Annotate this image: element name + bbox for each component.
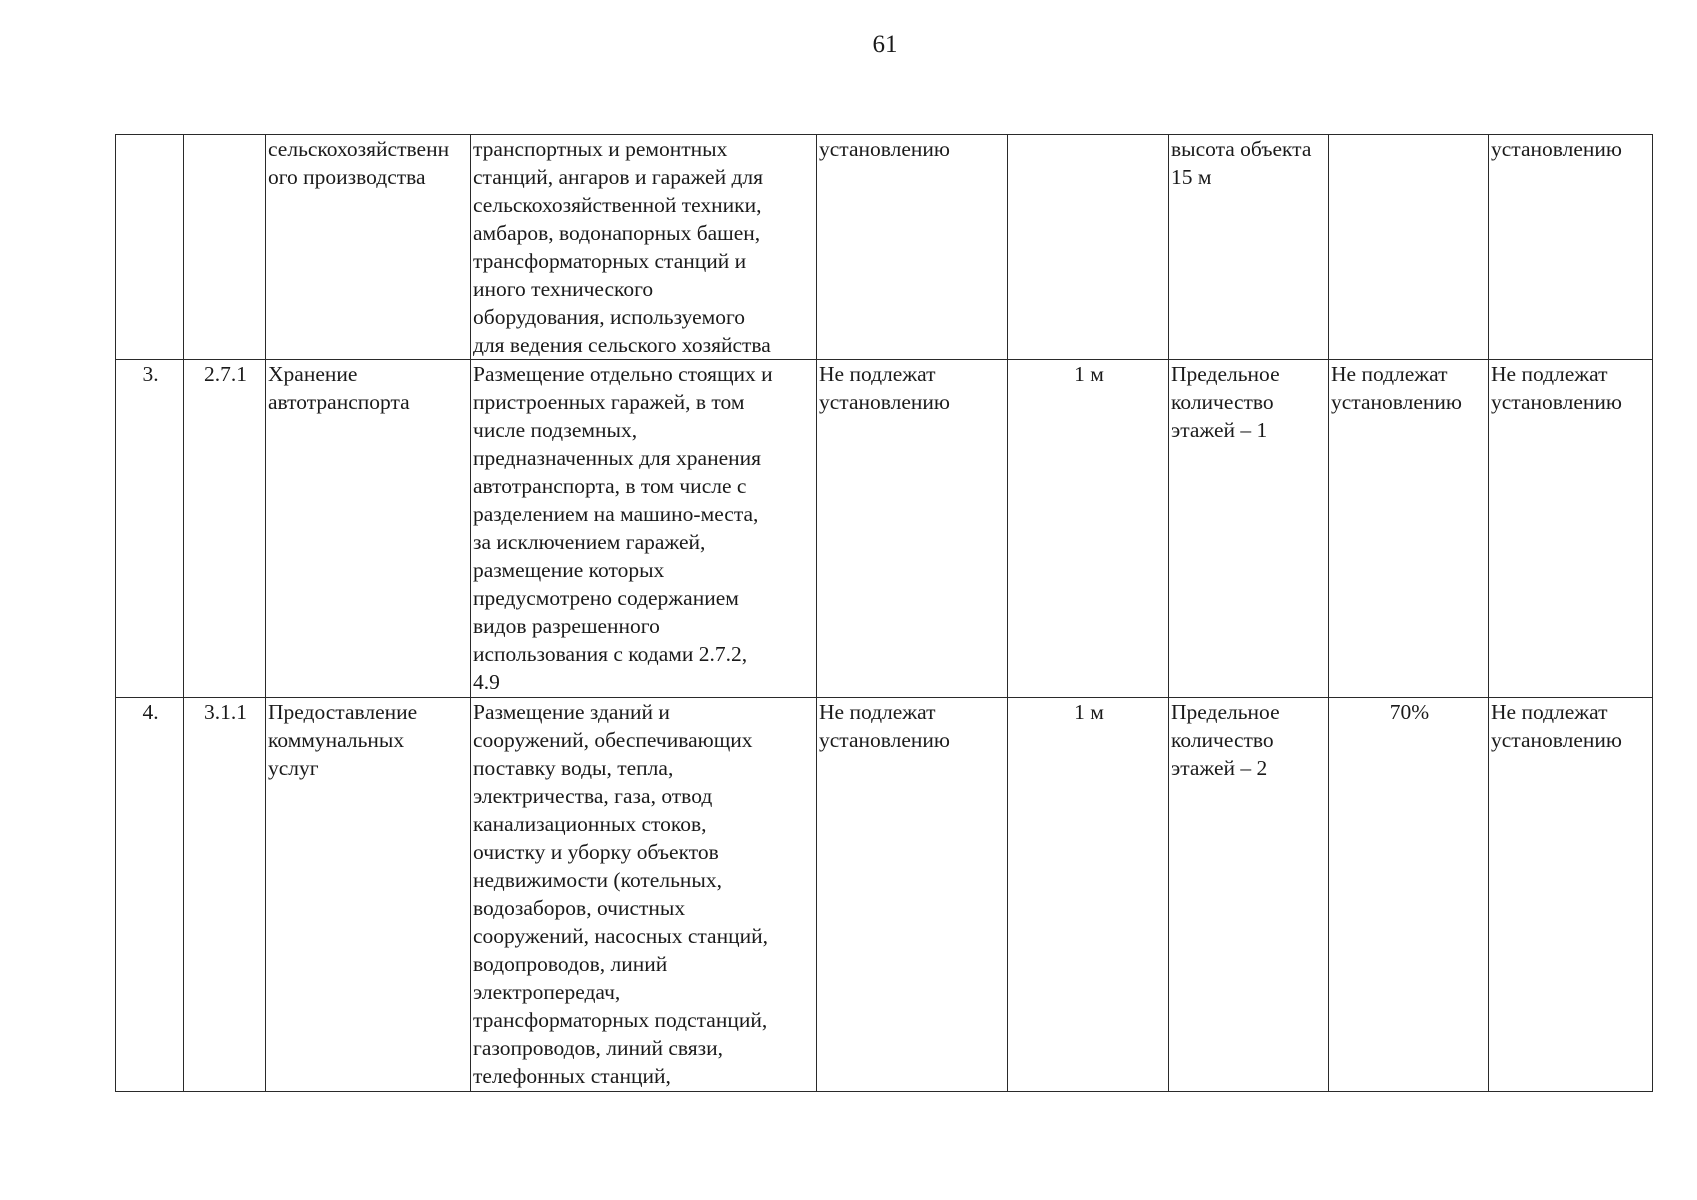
parameter-cell: высота объекта 15 м xyxy=(1169,135,1329,360)
parameter-cell: установлению xyxy=(817,135,1008,360)
page-number: 61 xyxy=(872,31,898,58)
use-code: 3.1.1 xyxy=(184,698,266,1092)
use-name: Хранение автотранспорта xyxy=(266,360,471,698)
parameter-cell: установлению xyxy=(1489,135,1653,360)
parameter-cell: 70% xyxy=(1329,698,1489,1092)
parameter-cell: Не подлежат установлению xyxy=(1489,360,1653,698)
use-code xyxy=(184,135,266,360)
row-number: 4. xyxy=(116,698,184,1092)
row-number xyxy=(116,135,184,360)
use-name: сельскохозяйственн ого производства xyxy=(266,135,471,360)
parameter-cell xyxy=(1008,135,1169,360)
parameter-cell: Не подлежат установлению xyxy=(1329,360,1489,698)
use-description: Размещение зданий и сооружений, обеспечивающих поставку воды, тепла, электричества, газа, отвод канализационных стоков, очистку и уборку объектов недвижимости (котельных, водозаборов, очистных сооружений, насосных станций, водопроводов, линий электропередач, трансформаторных подстанций, газопроводов, линий связи, телефонных станций, xyxy=(471,698,817,1092)
parameter-cell xyxy=(1329,135,1489,360)
table-row xyxy=(116,698,1653,1092)
parameter-cell: Не подлежат установлению xyxy=(817,698,1008,1092)
row-number: 3. xyxy=(116,360,184,698)
parameter-cell: 1 м xyxy=(1008,698,1169,1092)
regulations-table xyxy=(115,134,1653,1092)
parameter-cell: Предельное количество этажей – 2 xyxy=(1169,698,1329,1092)
use-description: Размещение отдельно стоящих и пристроенных гаражей, в том числе подземных, предназначенных для хранения автотранспорта, в том числе с разделением на машино-места, за исключением гаражей, размещение которых предусмотрено содержанием видов разрешенного использования с кодами 2.7.2, 4.9 xyxy=(471,360,817,698)
parameter-cell: Не подлежат установлению xyxy=(817,360,1008,698)
parameter-cell: Предельное количество этажей – 1 xyxy=(1169,360,1329,698)
table-row xyxy=(116,135,1653,360)
parameter-cell: 1 м xyxy=(1008,360,1169,698)
use-description: транспортных и ремонтных станций, ангаров и гаражей для сельскохозяйственной техники, амбаров, водонапорных башен, трансформаторных станций и иного технического оборудования, используемого для ведения сельского хозяйства xyxy=(471,135,817,360)
table-row xyxy=(116,360,1653,698)
use-name: Предоставление коммунальных услуг xyxy=(266,698,471,1092)
parameter-cell: Не подлежат установлению xyxy=(1489,698,1653,1092)
use-code: 2.7.1 xyxy=(184,360,266,698)
